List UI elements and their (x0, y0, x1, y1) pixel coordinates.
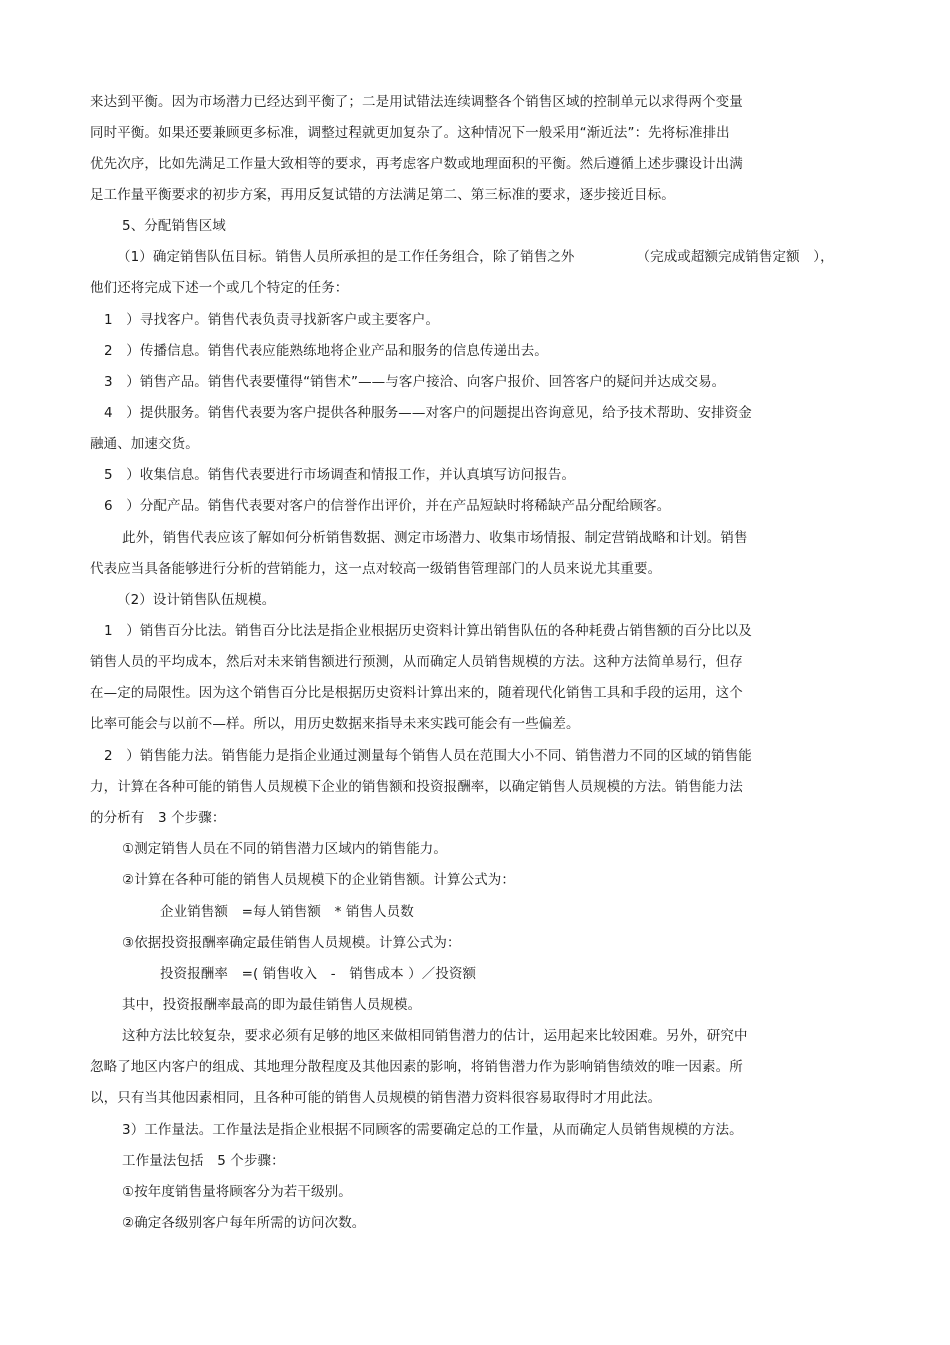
paragraph-line: 优先次序，比如先满足工作量大致相等的要求，再考虑客户数或地理面积的平衡。然后遵循上述步骤设计出满 (90, 156, 743, 172)
paragraph-line: 其中，投资报酬率最高的即为最佳销售人员规模。 (122, 997, 422, 1013)
list-item: 3）工作量法。工作量法是指企业根据不同顾客的需要确定总的工作量，从而确定人员销售规模的方法。 (122, 1122, 743, 1138)
section-heading: 5、分配销售区域 (122, 218, 226, 234)
paragraph-line: 他们还将完成下述一个或几个特定的任务： (90, 280, 349, 296)
step-item: ②计算在各种可能的销售人员规模下的企业销售额。计算公式为： (122, 872, 516, 888)
paragraph-line: 力，计算在各种可能的销售人员规模下企业的销售额和投资报酬率，以确定销售人员规模的方法。销售能力法 (90, 779, 743, 795)
paragraph-line: 足工作量平衡要求的初步方案，再用反复试错的方法满足第二、第三标准的要求，逐步接近目标。 (90, 187, 675, 203)
paragraph-line: 销售人员的平均成本，然后对未来销售额进行预测，从而确定人员销售规模的方法。这种方法简单易行，但存 (90, 654, 743, 670)
paragraph-line: 同时平衡。如果还要兼顾更多标准，调整过程就更加复杂了。这种情况下一般采用“渐近法”：先将标准排出 (90, 125, 730, 141)
line-part: （1）确定销售队伍目标。销售人员所承担的是工作任务组合，除了销售之外 (117, 249, 575, 265)
paragraph-line: 在—定的局限性。因为这个销售百分比是根据历史资料计算出来的，随着现代化销售工具和手段的运用，这个 (90, 685, 743, 701)
paragraph-line: 忽略了地区内客户的组成、其地理分散程度及其他因素的影响，将销售潜力作为影响销售绩效的唯一因素。所 (90, 1059, 743, 1075)
formula: 投资报酬率 =( 销售收入 - 销售成本 ）／投资额 (160, 966, 477, 982)
step-item: ③依据投资报酬率确定最佳销售人员规模。计算公式为： (122, 935, 461, 951)
list-item: 4 ）提供服务。销售代表要为客户提供各种服务——对客户的问题提出咨询意见，给予技术帮助、安排资金 (104, 405, 752, 421)
paragraph-line: 此外，销售代表应该了解如何分析销售数据、测定市场潜力、收集市场情报、制定营销战略和计划。销售 (122, 530, 748, 546)
list-item: 2 ）传播信息。销售代表应能熟练地将企业产品和服务的信息传递出去。 (104, 343, 548, 359)
step-item: ①按年度销售量将顾客分为若干级别。 (122, 1184, 352, 1200)
step-item: ①测定销售人员在不同的销售潜力区域内的销售能力。 (122, 841, 448, 857)
paragraph-line: 代表应当具备能够进行分析的营销能力，这一点对较高一级销售管理部门的人员来说尤其重要。 (90, 561, 662, 577)
section-heading: （2）设计销售队伍规模。 (117, 592, 276, 608)
step-item: ②确定各级别客户每年所需的访问次数。 (122, 1215, 366, 1231)
list-item: 2 ）销售能力法。销售能力是指企业通过测量每个销售人员在范围大小不同、销售潜力不同的区域的销售能 (104, 748, 752, 764)
paragraph-line: 来达到平衡。因为市场潜力已经达到平衡了；二是用试错法连续调整各个销售区域的控制单元以求得两个变量 (90, 94, 743, 110)
list-item: 3 ）销售产品。销售代表要懂得“销售术”——与客户接洽、向客户报价、回答客户的疑问并达成交易。 (104, 374, 726, 390)
paragraph-line: 以，只有当其他因素相同，且各种可能的销售人员规模的销售潜力资料很容易取得时才用此法。 (90, 1090, 662, 1106)
list-item: 1 ）销售百分比法。销售百分比法是指企业根据历史资料计算出销售队伍的各种耗费占销售额的百分比以及 (104, 623, 752, 639)
paragraph-line: 工作量法包括 5 个步骤： (122, 1153, 285, 1169)
line-part: （完成或超额完成销售定额 ）， (636, 249, 834, 265)
paragraph-line (117, 247, 834, 267)
paragraph-line: 的分析有 3 个步骤： (90, 810, 226, 826)
list-item: 6 ）分配产品。销售代表要对客户的信誉作出评价，并在产品短缺时将稀缺产品分配给顾客。 (104, 498, 671, 514)
paragraph-line: 这种方法比较复杂，要求必须有足够的地区来做相同销售潜力的估计，运用起来比较困难。另外，研究中 (122, 1028, 748, 1044)
list-item: 5 ）收集信息。销售代表要进行市场调查和情报工作，并认真填写访问报告。 (104, 467, 576, 483)
paragraph-line: 比率可能会与以前不—样。所以，用历史数据来指导未来实践可能会有一些偏差。 (90, 716, 580, 732)
list-item: 1 ）寻找客户。销售代表负责寻找新客户或主要客户。 (104, 312, 440, 328)
formula: 企业销售额 =每人销售额 * 销售人员数 (160, 904, 414, 920)
paragraph-line: 融通、加速交货。 (90, 436, 199, 452)
